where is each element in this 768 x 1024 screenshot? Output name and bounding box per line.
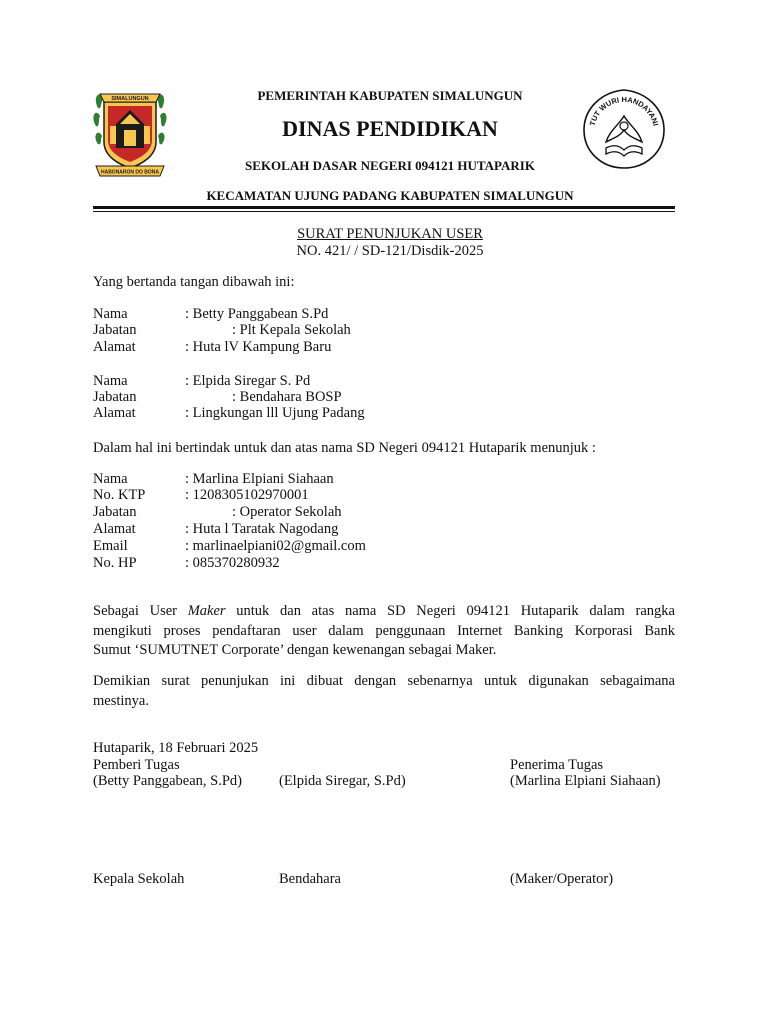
field-label: No. HP (93, 555, 137, 571)
field-label: Nama (93, 373, 128, 389)
field-label: Nama (93, 306, 128, 322)
field-label: Jabatan (93, 389, 137, 405)
field-value: : Bendahara BOSP (232, 389, 342, 405)
logo-motto-text: TUT WURI HANDAYANI (587, 94, 661, 127)
intro-text: Yang bertanda tangan dibawah ini: (93, 274, 295, 290)
field-label: Jabatan (93, 322, 137, 338)
header-school: SEKOLAH DASAR NEGERI 094121 HUTAPARIK (245, 158, 535, 173)
body-paragraph-1 (93, 602, 675, 661)
letter-title: SURAT PENUNJUKAN USER (297, 226, 483, 242)
field-label: Alamat (93, 339, 136, 355)
field-value: : Huta l Taratak Nagodang (185, 521, 339, 537)
title-block (180, 226, 600, 260)
field-label: Alamat (93, 405, 136, 421)
paragraph-line: mengikuti proses pendaftaran user dalam penggunaan Internet Banking Korporasi Bank (93, 622, 675, 639)
paragraph-line (93, 602, 675, 622)
crest-banner-bottom: HABONARON DO BONA (100, 169, 160, 176)
field-value: : 1208305102970001 (185, 487, 309, 503)
acting-statement: Dalam hal ini bertindak untuk dan atas nama SD Negeri 094121 Hutaparik menunjuk : (93, 440, 596, 456)
field-label: Jabatan (93, 504, 137, 520)
paragraph-line: mestinya. (93, 692, 149, 709)
giver-label: Pemberi Tugas (93, 757, 180, 773)
receiver-label: Penerima Tugas (510, 757, 604, 773)
paragraph-line: Demikian surat penunjukan ini dibuat dengan sebenarnya untuk digunakan sebagaimana (93, 673, 675, 689)
text-run: Sebagai User (93, 603, 188, 619)
field-label: Email (93, 538, 128, 554)
role-treasurer: Bendahara (279, 871, 341, 887)
role-headmaster: Kepala Sekolah (93, 871, 185, 887)
signer-name-headmaster: (Betty Panggabean, S.Pd) (93, 773, 243, 789)
paragraph-line: Sumut ‘SUMUTNET Corporate’ dengan kewenangan sebagai Maker. (93, 642, 497, 658)
header-divider-thick (93, 206, 675, 209)
field-value: : Operator Sekolah (232, 504, 342, 520)
signer-name-treasurer: (Elpida Siregar, S.Pd) (279, 773, 406, 789)
header-divider-thin (93, 211, 675, 212)
field-value: : Betty Panggabean S.Pd (185, 306, 329, 322)
header-government: PEMERINTAH KABUPATEN SIMALUNGUN (257, 88, 523, 103)
field-value: : marlinaelpiani02@gmail.com (185, 538, 366, 554)
field-value: : Huta lV Kampung Baru (185, 339, 332, 355)
field-value: : Plt Kepala Sekolah (232, 322, 351, 338)
field-label: Nama (93, 471, 128, 487)
field-label: Alamat (93, 521, 136, 537)
header-district: KECAMATAN UJUNG PADANG KABUPATEN SIMALUNGUN (206, 188, 574, 203)
field-label: No. KTP (93, 487, 146, 503)
simalungun-crest-logo (90, 86, 170, 180)
field-value: : Elpida Siregar S. Pd (185, 373, 311, 389)
text-run: untuk dan atas nama SD Negeri 094121 Hutaparik dalam rangka (225, 603, 675, 619)
body-paragraph-2 (93, 672, 675, 711)
field-value: : Lingkungan lll Ujung Padang (185, 405, 365, 421)
signer-name-operator: (Marlina Elpiani Siahaan) (510, 773, 661, 789)
letter-number: NO. 421/ / SD-121/Disdik-2025 (296, 243, 484, 259)
crest-banner-top: SIMALUNGUN (111, 96, 149, 102)
place-date: Hutaparik, 18 Februari 2025 (93, 740, 259, 756)
role-operator: (Maker/Operator) (510, 871, 614, 887)
header-agency: DINAS PENDIDIKAN (282, 116, 498, 141)
field-value: : Marlina Elpiani Siahaan (185, 471, 334, 487)
field-value: : 085370280932 (185, 555, 280, 571)
text-run-italic: Maker (187, 603, 226, 619)
